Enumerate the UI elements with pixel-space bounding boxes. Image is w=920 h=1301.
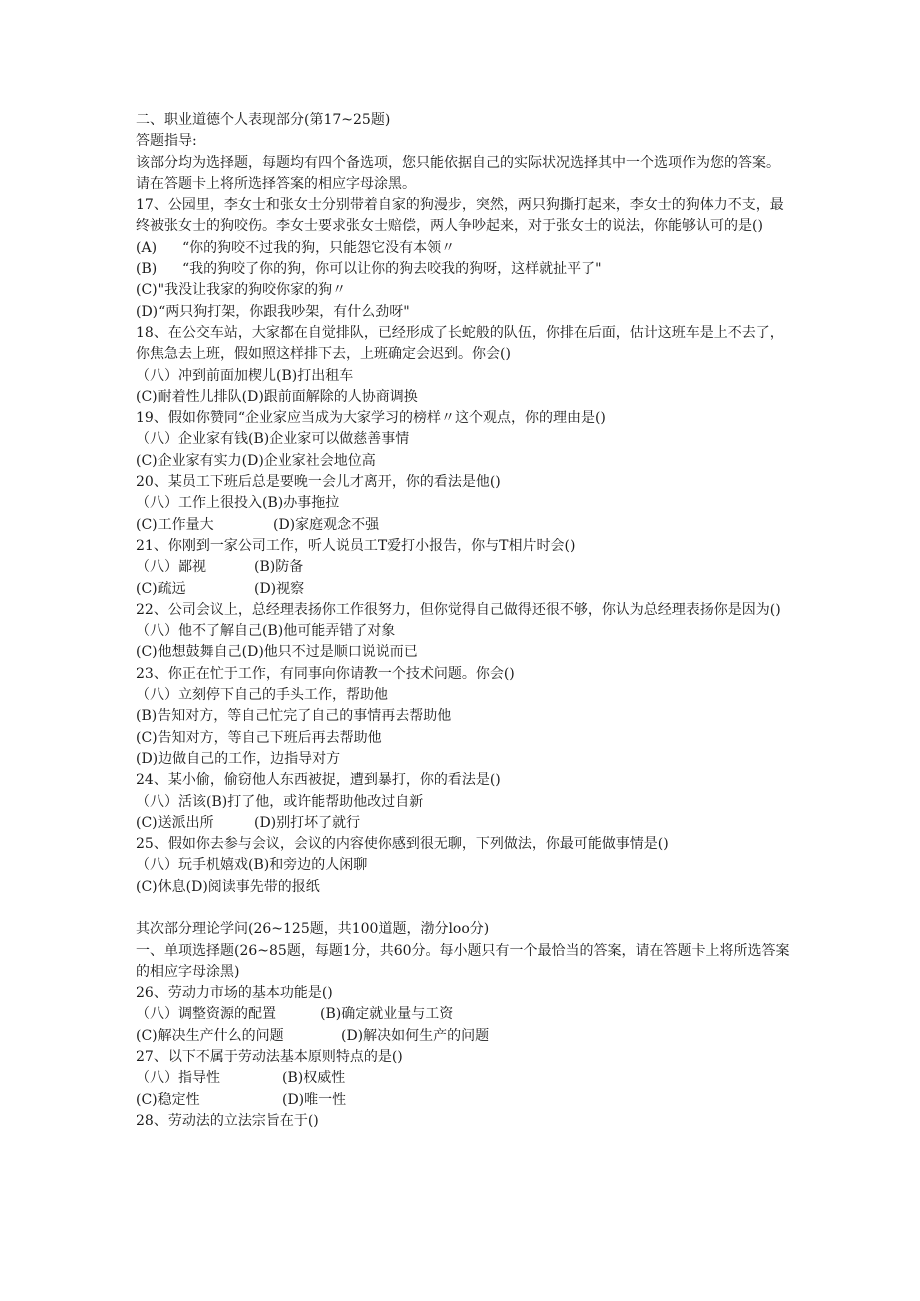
option-a: （八）调整资源的配置: [136, 1006, 276, 1023]
guide-paragraph: 该部分均为选择题，每题均有四个备选项，您只能依据自己的实际状况选择其中一个选项作为您的答案。: [136, 154, 780, 171]
question-18-stem: 18、在公交车站，大家都在自觉排队，已经形成了长蛇般的队伍，你排在后面，估计这班车是上不去了，你焦急去上班，假如照这样排下去，上班确定会迟到。你会(): [136, 324, 784, 363]
option-d: (D)视察: [254, 580, 305, 597]
question-21-options-ab: [136, 557, 796, 578]
question-26-options-ab: [136, 1004, 796, 1025]
guide-paragraph: 请在答题卡上将所选择答案的相应字母涂黑。: [136, 175, 416, 192]
option-text: “我的狗咬了你的狗，你可以让你的狗去咬我的狗呀，这样就扯平了": [182, 261, 602, 278]
section-heading: 二、职业道德个人表现部分(第17~25题): [136, 112, 391, 128]
option-label: (B): [136, 261, 158, 278]
question-22-options-ab: （八）他不了解自己(B)他可能弄错了对象: [136, 623, 396, 640]
question-22-options-cd: (C)他想鼓舞自己(D)他只不过是顺口说说而已: [136, 644, 418, 661]
question-23-option-d: (D)边做自己的工作，边指导对方: [136, 750, 341, 767]
question-26-options-cd: [136, 1026, 796, 1047]
option-c: (C)工作量大: [136, 516, 214, 533]
question-24-stem: 24、某小偷，偷窃他人东西被捉，遭到暴打，你的看法是(): [136, 772, 501, 789]
question-17-stem: 17、公园里，李女士和张女士分别带着自家的狗漫步，突然，两只狗撕打起来，李女士的狗体力不支，最终被张女士的狗咬伤。李女士要求张女士赔偿，两人争吵起来，对于张女士的说法，你能够认可的是(): [136, 197, 784, 235]
question-27-options-cd: [136, 1090, 796, 1111]
question-23-option-a: （八）立刻停下自己的手头工作，帮助他: [136, 687, 388, 704]
question-25-options-ab: （八）玩手机嬉戏(B)和旁边的人闲聊: [136, 857, 368, 874]
question-21-options-cd: [136, 579, 796, 600]
option-a: （八）鄙视: [136, 559, 206, 576]
question-18-options-cd: (C)耐着性儿排队(D)跟前面解除的人协商调换: [136, 388, 418, 405]
question-21-stem: 21、你刚到一家公司工作，听人说员工T爱打小报告，你与T相片时会(): [136, 537, 576, 554]
option-a: （八）指导性: [136, 1070, 220, 1087]
question-17-option-a: [136, 238, 796, 259]
question-28-stem: 28、劳动法的立法宗旨在于(): [136, 1112, 319, 1129]
option-c: (C)送派出所: [136, 814, 214, 831]
option-d: (D)唯一性: [282, 1091, 347, 1108]
option-c: (C)解决生产什么的问题: [136, 1027, 284, 1044]
question-19-options-cd: (C)企业家有实力(D)企业家社会地位高: [136, 452, 376, 469]
question-24-options-cd: [136, 813, 796, 834]
option-c: (C)疏远: [136, 580, 186, 597]
part2-heading: 其次部分理论学问(26~125题，共100道题，渤分loo分): [136, 921, 490, 938]
question-19-options-ab: （八）企业家有钱(B)企业家可以做慈善事情: [136, 431, 410, 448]
question-20-options-ab: （八）工作上很投入(B)办事拖拉: [136, 495, 340, 512]
question-27-options-ab: [136, 1068, 796, 1089]
part2-subheading: 一、单项选择题(26~85题，每题1分，共60分。每小题只有一个最恰当的答案，请在答题卡上将所选答案的相应字母涂黑): [136, 942, 790, 980]
question-19-stem: 19、假如你赞同“企业家应当成为大家学习的榜样〃这个观点，你的理由是(): [136, 410, 606, 427]
question-27-stem: 27、以下不属于劳动法基本原则特点的是(): [136, 1049, 403, 1066]
option-b: (B)确定就业量与工资: [320, 1006, 454, 1023]
question-17-option-b: [136, 259, 796, 280]
question-25-options-cd: (C)休息(D)阅读事先带的报纸: [136, 878, 320, 895]
question-24-options-ab: （八）活该(B)打了他，或许能帮助他改过自新: [136, 793, 424, 810]
question-20-options-cd: [136, 515, 796, 536]
question-18-options-ab: （八）冲到前面加楔儿(B)打出租车: [136, 367, 354, 384]
question-23-option-c: (C)告知对方，等自己下班后再去帮助他: [136, 729, 382, 746]
option-b: (B)防备: [254, 559, 304, 576]
question-23-stem: 23、你正在忙于工作，有同事向你请教一个技术问题。你会(): [136, 665, 515, 682]
question-17-option-c: (C)"我没让我家的狗咬你家的狗〃: [136, 282, 347, 299]
option-text: “你的狗咬不过我的狗，只能怨它没有本领〃: [182, 239, 456, 256]
exam-page: [136, 110, 796, 1132]
section-spacer: [136, 898, 796, 919]
option-label: (A): [136, 239, 158, 256]
option-b: (B)权威性: [282, 1070, 346, 1087]
question-23-option-b: (B)告知对方，等自己忙完了自己的事情再去帮助他: [136, 708, 452, 725]
question-17-option-d: (D)“两只狗打架，你跟我吵架，有什么劲呀": [136, 303, 410, 320]
question-26-stem: 26、劳动力市场的基本功能是(): [136, 985, 333, 1002]
option-d: (D)别打坏了就行: [254, 814, 361, 831]
option-d: (D)家庭观念不强: [273, 516, 380, 533]
question-20-stem: 20、某员工下班后总是要晚一会儿才离开，你的看法是他(): [136, 474, 501, 491]
question-25-stem: 25、假如你去参与会议，会议的内容使你感到很无聊，下列做法，你最可能做事情是(): [136, 836, 669, 853]
question-22-stem: 22、公司会议上，总经理表扬你工作很努力，但你觉得自己做得还很不够，你认为总经理表扬你是因为(): [136, 601, 781, 618]
option-c: (C)稳定性: [136, 1091, 200, 1108]
guide-title: 答题指导:: [136, 133, 197, 150]
option-d: (D)解决如何生产的问题: [341, 1027, 490, 1044]
